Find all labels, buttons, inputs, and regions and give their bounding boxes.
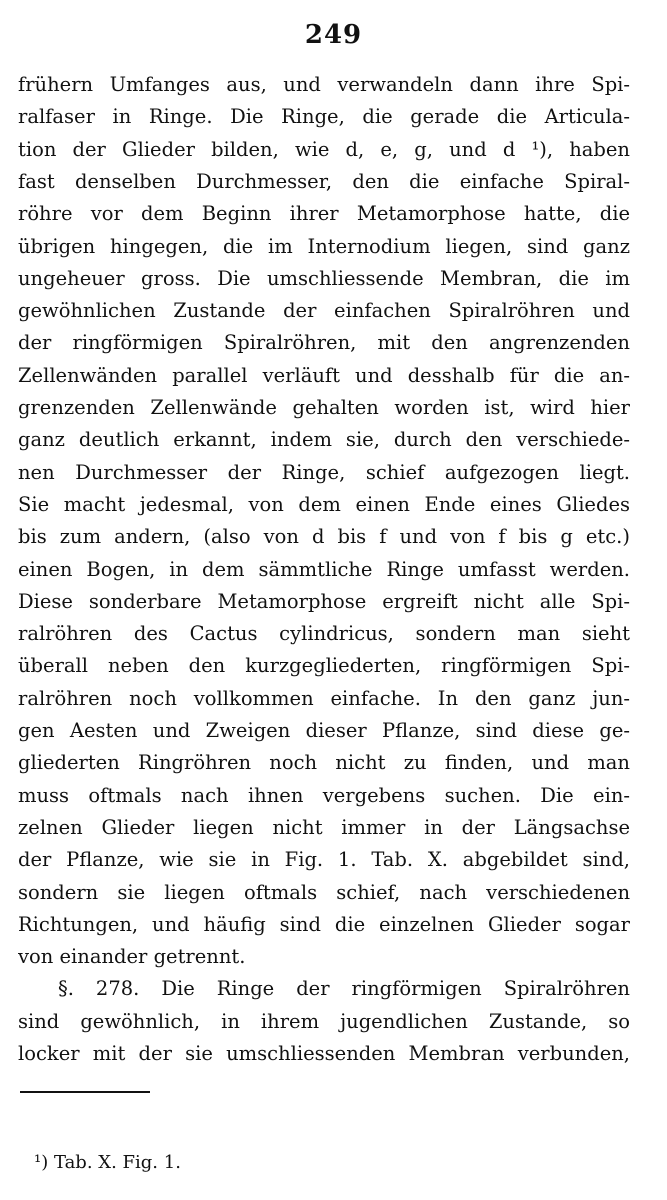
text-line: ungeheuer gross. Die umschliessende Membran, die im <box>18 266 630 290</box>
text-line: nen Durchmesser der Ringe, schief aufgezogen liegt. <box>18 460 630 484</box>
text-line: gliederten Ringröhren noch nicht zu finden, und man <box>18 751 630 775</box>
text-line: übrigen hingegen, die im Internodium liegen, sind ganz <box>18 234 630 258</box>
text-line: ralröhren des Cactus cylindricus, sondern man sieht <box>18 622 630 646</box>
text-line: der ringförmigen Spiralröhren, mit den angrenzenden <box>18 331 630 355</box>
footnote: ¹) Tab. X. Fig. 1. <box>34 1152 181 1173</box>
text-line: röhre vor dem Beginn ihrer Metamorphose hatte, die <box>18 202 630 226</box>
text-line: ralfaser in Ringe. Die Ringe, die gerade die Articula- <box>18 105 630 129</box>
text-line: gewöhnlichen Zustande der einfachen Spiralröhren und <box>18 299 630 323</box>
text-line: muss oftmals nach ihnen vergebens suchen. Die ein- <box>18 783 630 807</box>
text-line: Sie macht jedesmal, von dem einen Ende eines Gliedes <box>18 492 630 516</box>
text-line: Richtungen, und häufig sind die einzelnen Glieder sogar <box>18 912 630 936</box>
text-line: einen Bogen, in dem sämmtliche Ringe umfasst werden. <box>18 557 630 581</box>
text-line: überall neben den kurzgegliederten, ringförmigen Spi- <box>18 654 630 678</box>
text-line: sondern sie liegen oftmals schief, nach verschiedenen <box>18 880 630 904</box>
text-line: fast denselben Durchmesser, den die einfache Spiral- <box>18 169 630 193</box>
text-line: §. 278. Die Ringe der ringförmigen Spiralröhren <box>58 977 630 1001</box>
text-line: ralröhren noch vollkommen einfache. In den ganz jun- <box>18 686 630 710</box>
text-line: bis zum andern, (also von d bis f und von f bis g etc.) <box>18 525 630 549</box>
footnote-divider <box>20 1091 150 1093</box>
text-line: frühern Umfanges aus, und verwandeln dann ihre Spi- <box>18 73 630 96</box>
text-line: gen Aesten und Zweigen dieser Pflanze, sind diese ge- <box>18 719 630 742</box>
text-line: Zellenwänden parallel verläuft und desshalb für die an- <box>18 363 630 387</box>
text-line: tion der Glieder bilden, wie d, e, g, und d ¹), haben <box>18 137 630 161</box>
text-line: grenzenden Zellenwände gehalten worden ist, wird hier <box>18 396 630 419</box>
text-line: locker mit der sie umschliessenden Membran verbunden, <box>18 1042 630 1065</box>
text-line: sind gewöhnlich, in ihrem jugendlichen Zustande, so <box>18 1009 630 1033</box>
text-line: zelnen Glieder liegen nicht immer in der Längsachse <box>18 815 630 839</box>
text-line: von einander getrennt. <box>18 945 246 969</box>
text-line: der Pflanze, wie sie in Fig. 1. Tab. X. abgebildet sind, <box>18 848 630 872</box>
text-line: Diese sonderbare Metamorphose ergreift nicht alle Spi- <box>18 589 630 613</box>
page-number: 249 <box>304 20 363 50</box>
text-line: ganz deutlich erkannt, indem sie, durch den verschiede- <box>18 428 630 452</box>
